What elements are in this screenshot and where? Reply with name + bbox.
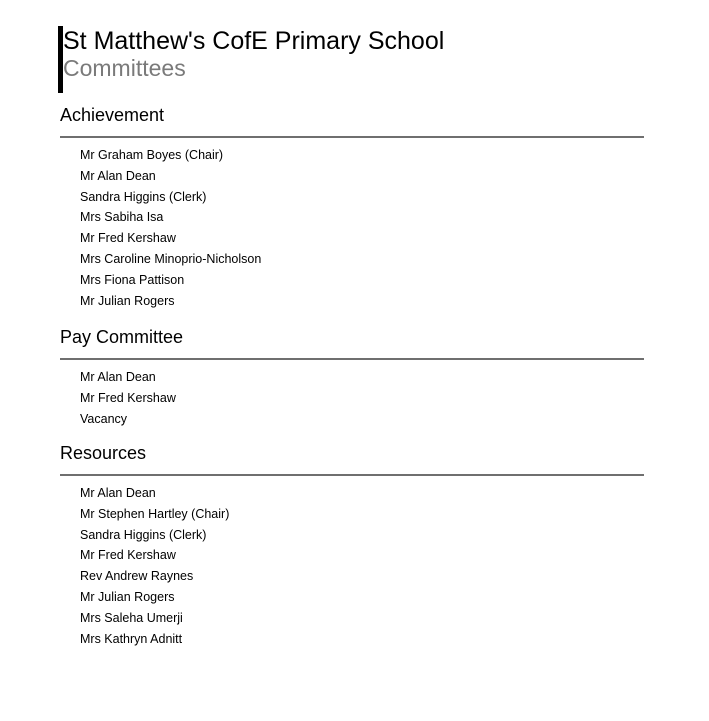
member-item: Sandra Higgins (Clerk) [80, 189, 207, 204]
member-item: Mrs Sabiha Isa [80, 210, 164, 225]
member-list [60, 476, 644, 649]
member-item: Mrs Saleha Umerji [80, 610, 183, 625]
member-item: Mr Alan Dean [80, 486, 156, 500]
member-list [60, 360, 644, 429]
committee-pay [60, 326, 644, 442]
school-title: St Matthew's CofE Primary School [63, 27, 445, 55]
member-item: Sandra Higgins (Clerk) [80, 527, 207, 542]
committee-achievement [60, 104, 644, 326]
committee-list [60, 104, 644, 662]
committee-title: Achievement [60, 104, 644, 138]
member-item: Mr Fred Kershaw [80, 390, 176, 405]
member-item: Rev Andrew Raynes [80, 569, 194, 584]
member-item: Mr Julian Rogers [80, 589, 175, 604]
member-item: Mr Julian Rogers [80, 293, 175, 308]
member-item: Mr Fred Kershaw [80, 231, 176, 246]
member-item: Mr Alan Dean [80, 168, 156, 183]
committee-title: Pay Committee [60, 326, 644, 360]
member-item: Vacancy [80, 411, 128, 426]
member-list [60, 138, 644, 311]
committee-resources [60, 442, 644, 662]
member-item: Mrs Fiona Pattison [80, 272, 185, 287]
member-item: Mr Alan Dean [80, 370, 156, 384]
member-item: Mrs Caroline Minoprio-Nicholson [80, 251, 262, 266]
document-header [58, 26, 444, 93]
member-item: Mrs Kathryn Adnitt [80, 631, 183, 646]
member-item: Mr Graham Boyes (Chair) [80, 148, 224, 162]
member-item: Mr Stephen Hartley (Chair) [80, 506, 230, 521]
committee-title: Resources [60, 442, 644, 476]
document-subtitle: Committees [63, 55, 186, 81]
member-item: Mr Fred Kershaw [80, 548, 176, 563]
